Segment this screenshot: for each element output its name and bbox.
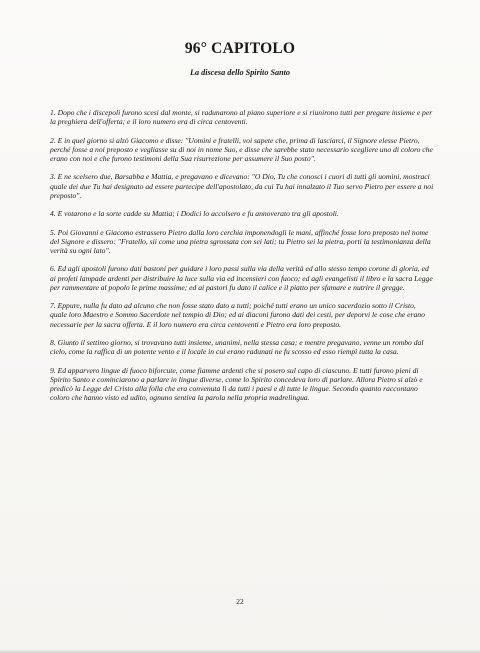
chapter-title: 96° CAPITOLO xyxy=(184,40,296,57)
paragraph-3: 3. E ne scelsero due, Barsabba e Mattia, e pregavano e dicevano: "O Dio, Tu che conosci i cuori di tutti gli uomini, mostraci quale dei due Tu hai designato ad essere partecipe dell'apostolato, da cui Tu hai innalzato il Tuo servo Pietro per essere a noi preposto". xyxy=(50,172,434,200)
chapter-subtitle: La discesa dello Spirito Santo xyxy=(189,68,291,77)
paragraph-6: 6. Ed agli apostoli furono dati bastoni per guidare i loro passi sulla via della verità ed allo stesso tempo corone di gloria, ed ai profeti lampade ardenti per distribuire la luce sulla via ed incensieri con fuoco; ed agli evangelisti il libro e la sacra Legge per rammentare al popolo le prime massime; ed ai pastori fu dato il calice e il piatto per sfamare e nutrire il gregge. xyxy=(50,264,433,292)
page-bottom-edge xyxy=(0,649,480,653)
paragraph-1: 1. Dopo che i discepoli furono scesi dal monte, si radunarono al piano superiore e si riunirono tutti per pregare insieme e per la preghiera dell'offerta; e il loro numero era di circa centoventi. xyxy=(50,108,433,127)
document-body xyxy=(50,108,434,412)
paragraph-8: 8. Giunto il settimo giorno, si trovavano tutti insieme, unanimi, nella stessa casa; e mentre pregavano, venne un rombo dal cielo, come la raffica di un potente vento e il locale in cui erano radunati ne fu scosso ed esso riempì tutta la casa. xyxy=(50,337,424,357)
paragraph-5: 5. Poi Giovanni e Giacomo estrassero Pietro dalla loro cerchia imponendogli le mani, affinché fosse loro preposto nel nome del Signore e dissero: "Fratello, sii come una pietra sgrossata con sei lati; tu Pietro sei la pietra, porti la testimonianza della verità su ogni lato". xyxy=(50,227,431,255)
paragraph-4: 4. E votarono e la sorte cadde su Mattia; i Dodici lo accolsero e fu annoverato tra gli apostoli. xyxy=(50,209,339,219)
paragraph-2: 2. E in quel giorno si alzò Giacomo e disse: "Uomini e fratelli, voi sapete che, prima di lasciarci, il Signore elesse Pietro, perché fosse a noi preposto e vegliasse su di noi in nome Suo, e disse che sarebbe stato necessario scegliere uno di coloro che erano con noi e che furono testimoni della Sua risurrezione per assumere il Suo posto". xyxy=(50,135,433,163)
paragraph-7: 7. Eppure, nulla fu dato ad alcuno che non fosse stato dato a tutti; poiché tutti erano un unico sacerdozio sotto il Cristo, quale loro Maestro e Sommo Sacerdote nel tempio di Dio; ed ai diaconi furono dati dei cesti, per deporvi le cose che erano necessarie per la sacra offerta. E il loro numero era circa centoventi e Pietro era loro preposto. xyxy=(50,301,425,329)
paragraph-9: 9. Ed apparvero lingue di fuoco biforcute, come fiamme ardenti che si posero sul capo di ciascuno. E tutti furono pieni di Spirito Santo e cominciarono a parlare in lingue diverse, come lo Spirito concedeva loro di parlare. Allora Pietro si alzò e predicò la Legge del Cristo alla folla che era convenuta lì da tutti i paesi e di tutte le lingue. Secondo quanto raccontano coloro che hanno visto ed udito, ognuno sentiva la parola nella propria madrelingua. xyxy=(50,365,423,403)
page-number: 22 xyxy=(236,597,244,606)
